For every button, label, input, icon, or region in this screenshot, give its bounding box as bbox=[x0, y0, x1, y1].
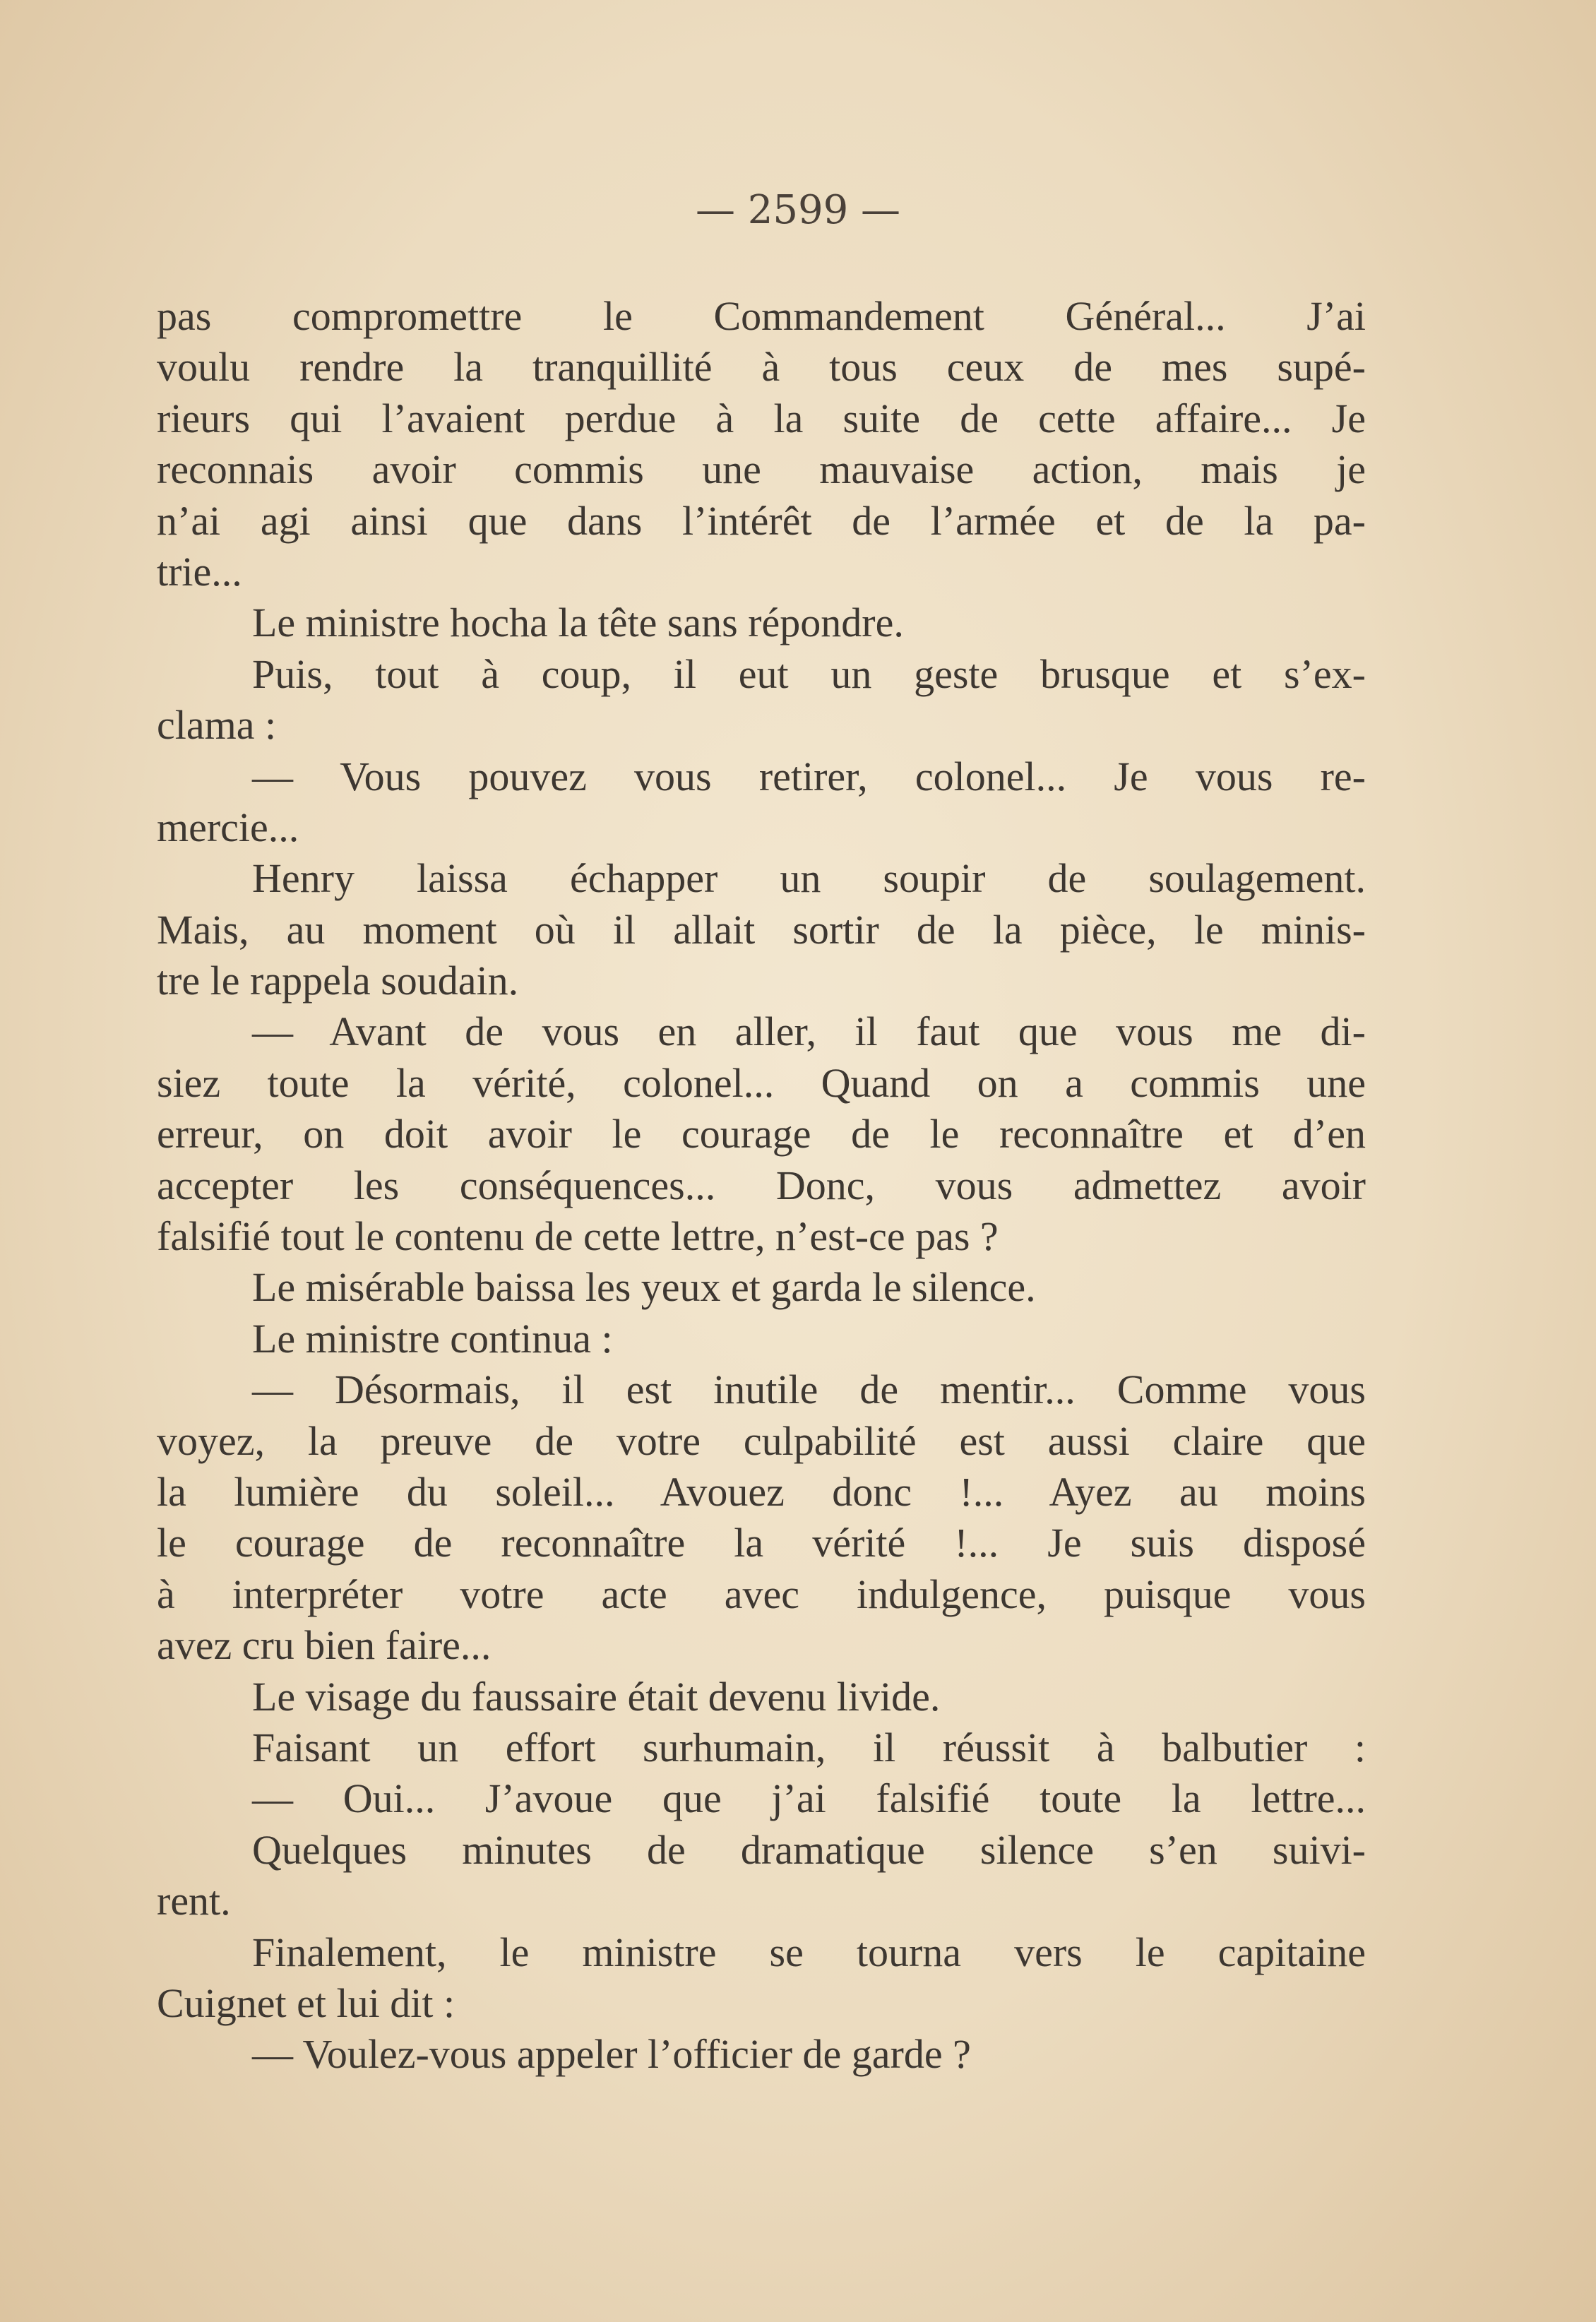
text-line: reconnais avoir commis une mauvaise action, mais je bbox=[157, 446, 1366, 493]
text-line: Faisant un effort surhumain, il réussit à balbutier : bbox=[252, 1724, 1366, 1770]
text-line: — Oui... J’avoue que j’ai falsifié toute la lettre... bbox=[252, 1775, 1366, 1822]
text-line: voyez, la preuve de votre culpabilité est aussi claire que bbox=[157, 1417, 1366, 1464]
text-line: trie... bbox=[157, 548, 242, 595]
text-line: pas compromettre le Commandement Général... J’ai bbox=[157, 293, 1366, 339]
text-line: voulu rendre la tranquillité à tous ceux de mes supé- bbox=[157, 344, 1366, 391]
text-line: — Voulez-vous appeler l’officier de garde ? bbox=[252, 2031, 971, 2078]
text-line: — Avant de vous en aller, il faut que vous me di- bbox=[252, 1008, 1366, 1055]
text-line: Le ministre continua : bbox=[252, 1315, 613, 1362]
text-line: Le misérable baissa les yeux et garda le silence. bbox=[252, 1264, 1036, 1311]
text-line: Quelques minutes de dramatique silence s’en suivi- bbox=[252, 1826, 1366, 1873]
text-line: rieurs qui l’avaient perdue à la suite de cette affaire... Je bbox=[157, 395, 1366, 441]
page-number: — 2599 — bbox=[695, 187, 901, 233]
text-line: — Désormais, il est inutile de mentir... Comme vous bbox=[252, 1367, 1366, 1413]
text-line: rent. bbox=[157, 1878, 231, 1924]
text-line: Le visage du faussaire était devenu livide. bbox=[252, 1673, 941, 1720]
text-line: Le ministre hocha la tête sans répondre. bbox=[252, 600, 904, 646]
text-line: falsifié tout le contenu de cette lettre, n’est-ce pas ? bbox=[157, 1213, 999, 1260]
text-line: la lumière du soleil... Avouez donc !... Ayez au moins bbox=[157, 1468, 1366, 1515]
text-line: Henry laissa échapper un soupir de soulagement. bbox=[252, 855, 1366, 902]
text-line: mercie... bbox=[157, 804, 299, 850]
text-line: le courage de reconnaître la vérité !... Je suis disposé bbox=[157, 1520, 1366, 1566]
text-line: n’ai agi ainsi que dans l’intérêt de l’armée et de la pa- bbox=[157, 497, 1366, 544]
text-line: clama : bbox=[157, 702, 277, 749]
text-line: avez cru bien faire... bbox=[157, 1622, 492, 1669]
text-line: tre le rappela soudain. bbox=[157, 958, 519, 1004]
text-line: Puis, tout à coup, il eut un geste brusque et s’ex- bbox=[252, 650, 1366, 697]
text-line: Mais, au moment où il allait sortir de la pièce, le minis- bbox=[157, 906, 1366, 953]
text-line: à interpréter votre acte avec indulgence, puisque vous bbox=[157, 1571, 1366, 1617]
text-line: accepter les conséquences... Donc, vous admettez avoir bbox=[157, 1162, 1366, 1208]
text-line: siez toute la vérité, colonel... Quand on a commis une bbox=[157, 1059, 1366, 1106]
body-text bbox=[157, 291, 1366, 2080]
text-line: Cuignet et lui dit : bbox=[157, 1979, 455, 2026]
text-line: Finalement, le ministre se tourna vers le capitaine bbox=[252, 1929, 1366, 1975]
text-line: erreur, on doit avoir le courage de le reconnaître et d’en bbox=[157, 1111, 1366, 1157]
text-line: — Vous pouvez vous retirer, colonel... Je vous re- bbox=[252, 753, 1366, 799]
